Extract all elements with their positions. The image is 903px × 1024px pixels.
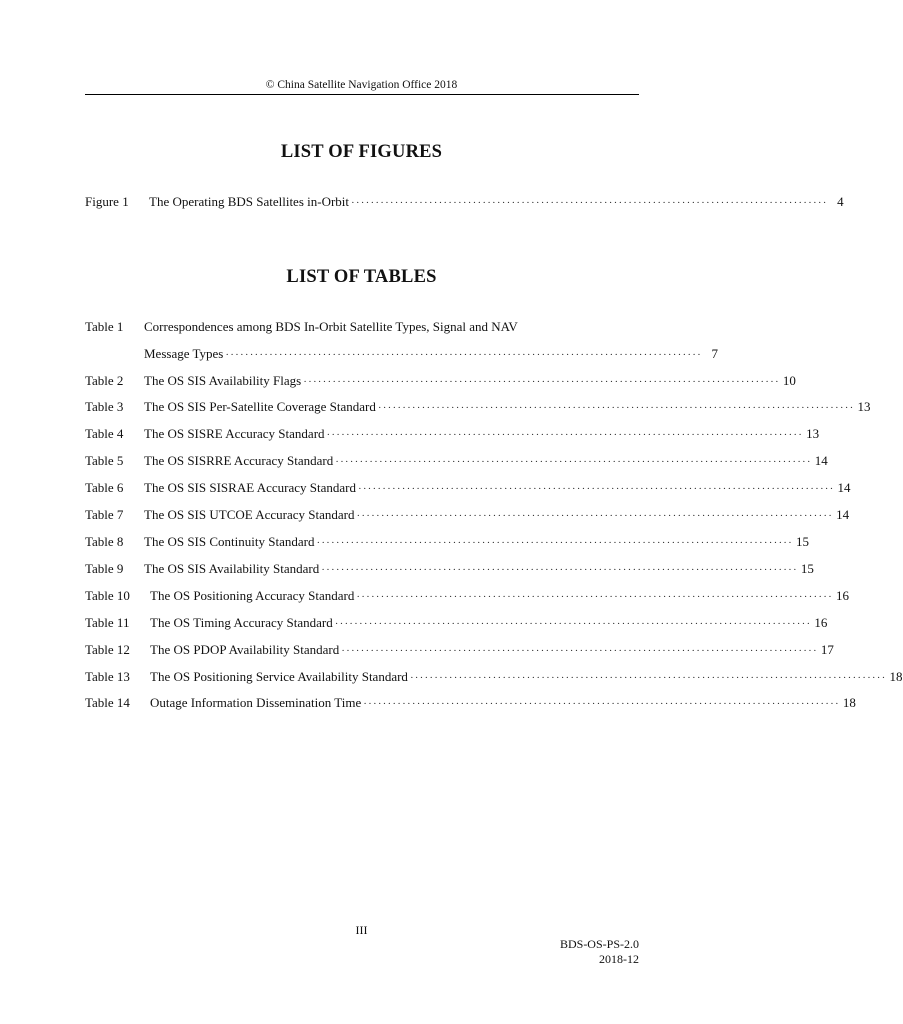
table-entry[interactable] (85, 506, 850, 524)
dot-leader: ·································································································· (377, 402, 855, 414)
table-title: The OS SIS Availability Flags (144, 373, 302, 388)
table-page: 13 (806, 426, 820, 441)
dot-leader: ·································································································· (225, 349, 702, 361)
figure-entry[interactable] (85, 193, 844, 211)
table-label: Table 14 (85, 695, 130, 710)
dot-leader: ·································································································· (326, 429, 804, 441)
table-label: Table 11 (85, 615, 130, 630)
dot-leader: ·································································································· (303, 376, 780, 388)
table-label: Table 5 (85, 453, 124, 468)
dot-leader: ·································································································· (321, 564, 798, 576)
table-title-line1: Correspondences among BDS In-Orbit Satellite Types, Signal and NAV (144, 319, 518, 334)
table-title: The OS SIS Per-Satellite Coverage Standard (144, 399, 376, 414)
figure-page: 4 (837, 194, 844, 209)
table-entry[interactable] (85, 668, 903, 686)
table-entry[interactable] (85, 479, 851, 497)
table-entry-continuation[interactable] (85, 345, 718, 363)
footer-page-number: III (355, 923, 368, 937)
table-page: 15 (800, 561, 814, 576)
table-title: The OS SISRRE Accuracy Standard (144, 453, 334, 468)
dot-leader: ·································································································· (363, 698, 840, 710)
table-title: The OS SIS Continuity Standard (144, 534, 315, 549)
table-entry[interactable] (85, 425, 820, 443)
table-page: 17 (820, 642, 834, 657)
table-entry[interactable] (85, 452, 828, 470)
table-label: Table 8 (85, 534, 124, 549)
table-page: 16 (814, 615, 828, 630)
table-label: Table 7 (85, 507, 124, 522)
list-of-figures-title: LIST OF FIGURES (280, 142, 443, 162)
dot-leader: ·································································································· (334, 618, 812, 630)
list-of-tables-title: LIST OF TABLES (286, 267, 437, 287)
table-title: The OS Positioning Service Availability Standard (150, 669, 408, 684)
table-entry[interactable] (85, 318, 638, 336)
table-entry[interactable] (85, 398, 871, 416)
table-page: 14 (836, 507, 850, 522)
table-title: The OS Positioning Accuracy Standard (150, 588, 355, 603)
header-rule (85, 94, 639, 95)
table-label: Table 2 (85, 373, 124, 388)
table-label: Table 13 (85, 669, 130, 684)
figure-title: The Operating BDS Satellites in-Orbit (149, 194, 350, 209)
table-page: 15 (796, 534, 810, 549)
footer-doc-id (560, 937, 639, 967)
table-label: Table 10 (85, 588, 130, 603)
dot-leader: ·································································································· (316, 537, 794, 549)
table-entry[interactable] (85, 587, 849, 605)
table-page: 18 (842, 695, 856, 710)
table-page: 10 (782, 373, 796, 388)
table-entry[interactable] (85, 533, 810, 551)
table-page: 18 (889, 669, 903, 684)
table-page: 14 (814, 453, 828, 468)
table-title: The OS SISRE Accuracy Standard (144, 426, 325, 441)
dot-leader: ·································································································· (356, 591, 833, 603)
table-label: Table 12 (85, 642, 130, 657)
dot-leader: ·································································································· (351, 197, 828, 209)
table-label: Table 4 (85, 426, 124, 441)
table-entry[interactable] (85, 614, 828, 632)
table-page: 16 (835, 588, 849, 603)
table-entry[interactable] (85, 372, 796, 390)
table-title: Outage Information Dissemination Time (150, 695, 362, 710)
table-entry[interactable] (85, 694, 856, 712)
table-title: The OS PDOP Availability Standard (150, 642, 340, 657)
table-label: Table 1 (85, 319, 124, 334)
doc-date: 2018-12 (599, 952, 639, 966)
table-entry[interactable] (85, 641, 834, 659)
dot-leader: ·································································································· (409, 672, 887, 684)
doc-code: BDS-OS-PS-2.0 (559, 937, 639, 951)
table-page: 14 (837, 480, 851, 495)
table-page: 7 (711, 346, 718, 361)
table-label: Table 6 (85, 480, 124, 495)
table-label: Table 9 (85, 561, 124, 576)
table-title-line2: Message Types (144, 346, 224, 361)
dot-leader: ·································································································· (335, 456, 812, 468)
table-label: Table 3 (85, 399, 124, 414)
table-title: The OS SIS SISRAE Accuracy Standard (144, 480, 356, 495)
table-title: The OS Timing Accuracy Standard (150, 615, 333, 630)
page-header-copyright: © China Satellite Navigation Office 2018 (265, 79, 458, 91)
figure-label: Figure 1 (85, 194, 129, 209)
dot-leader: ·································································································· (356, 510, 834, 522)
dot-leader: ·································································································· (341, 645, 818, 657)
table-page: 13 (857, 399, 871, 414)
table-title: The OS SIS Availability Standard (144, 561, 320, 576)
dot-leader: ·································································································· (357, 483, 835, 495)
table-title: The OS SIS UTCOE Accuracy Standard (144, 507, 355, 522)
table-entry[interactable] (85, 560, 814, 578)
